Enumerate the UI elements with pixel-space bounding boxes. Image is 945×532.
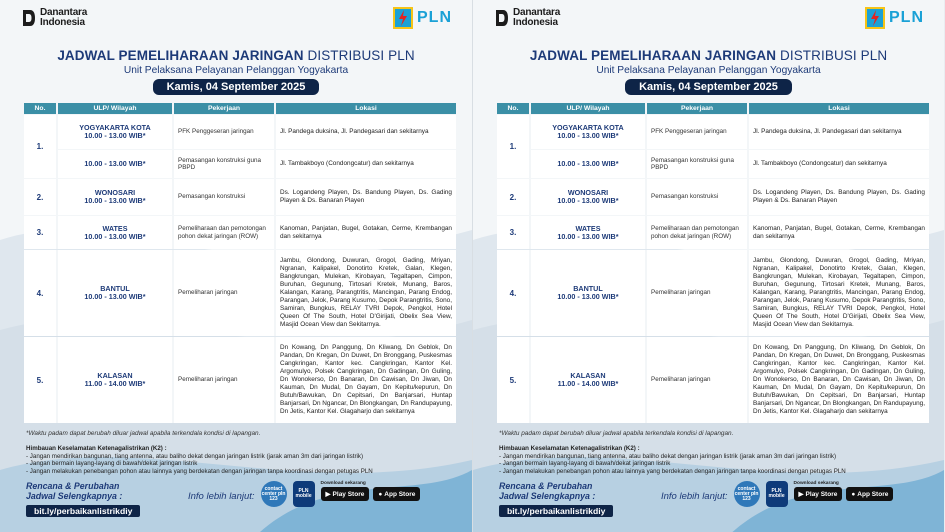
safety-heading: Himbauan Keselamatan Ketenagalistrikan (K2) :	[499, 445, 640, 452]
danantara-mark-icon	[22, 9, 36, 27]
table-row	[497, 337, 929, 423]
schedule-note: *Waktu padam dapat berubah diluar jadwal apabila terkendala kondisi di lapangan.	[499, 430, 734, 437]
header-no: No.	[24, 103, 58, 114]
row-area: KALASAN 11.00 - 14.00 WIB*	[58, 337, 174, 423]
row-location: Kanoman, Panjatan, Bugel, Gotakan, Cerme, Krembangan dan sekitarnya	[749, 216, 929, 249]
row-area: WONOSARI 10.00 - 13.00 WIB*	[58, 179, 174, 215]
pln-logo	[865, 7, 924, 29]
download-label: Download sekarang	[793, 481, 839, 486]
schedule-panel-left	[0, 0, 472, 532]
footer	[499, 481, 944, 519]
pln-logo	[393, 7, 452, 29]
safety-notice	[26, 445, 472, 475]
pln-mobile-icon[interactable]: PLN mobile	[766, 481, 788, 507]
row-location: Jl. Tambakboyo (Condongcatur) dan sekitarnya	[276, 150, 456, 178]
row-number: 4.	[497, 250, 531, 336]
row-area: WATES 10.00 - 13.00 WIB*	[58, 216, 174, 249]
play-store-button[interactable]: ▶ Play Store	[321, 487, 370, 501]
safety-item: - Jangan mendirikan bangunan, tiang antenna, atau baliho dekat dengan jaringan listrik (jarak aman 3m dari jaringan listrik)	[499, 452, 837, 460]
row-number: 3.	[497, 216, 531, 249]
page-title: JADWAL PEMELIHARAAN JARINGAN DISTRIBUSI PLN	[57, 48, 415, 63]
header-ulp: ULP/ Wilayah	[531, 103, 647, 114]
row-area: KALASAN 11.00 - 14.00 WIB*	[531, 337, 647, 423]
row-job: Pemasangan konstruksi	[647, 179, 749, 215]
header-job: Pekerjaan	[174, 103, 276, 114]
safety-item: - Jangan melakukan penebangan pohon atau lainnya yang berdekatan dengan jaringan tanpa koordinasi dengan petugas PLN	[26, 467, 373, 475]
row-job: Pemasangan konstruksi guna PBPD	[647, 150, 749, 178]
schedule-table	[24, 102, 456, 424]
play-icon: ▶	[798, 491, 804, 498]
table-row	[497, 250, 929, 336]
row-area: BANTUL 10.00 - 13.00 WIB*	[58, 250, 174, 336]
table-row	[497, 216, 929, 249]
pln-wordmark: PLN	[889, 9, 924, 26]
date-badge: Kamis, 04 September 2025	[625, 79, 792, 95]
row-area: 10.00 - 13.00 WIB*	[531, 150, 647, 178]
schedule-panel-right	[472, 0, 944, 532]
top-bar	[0, 0, 472, 36]
row-number: 3.	[24, 216, 58, 249]
app-store-button[interactable]: ● App Store	[373, 487, 420, 501]
table-row	[24, 115, 456, 149]
table-header-row	[24, 103, 456, 114]
pln-lightning-icon	[865, 7, 885, 29]
date-badge: Kamis, 04 September 2025	[153, 79, 320, 95]
row-location: Ds. Logandeng Playen, Ds. Bandung Playen, Ds. Gading Playen & Ds. Banaran Playen	[276, 179, 456, 215]
row-number: 2.	[24, 179, 58, 215]
brand-line-1: Danantara	[40, 7, 88, 18]
apple-icon: ●	[851, 490, 856, 498]
play-store-button[interactable]: ▶ Play Store	[794, 487, 843, 501]
info-label: Info lebih lanjut:	[188, 491, 255, 502]
row-job: PFK Penggeseran jaringan	[647, 115, 749, 149]
apple-icon: ●	[378, 490, 383, 498]
page-title: JADWAL PEMELIHARAAN JARINGAN DISTRIBUSI PLN	[529, 48, 888, 63]
brand-line-1: Danantara	[513, 7, 561, 18]
row-number: 5.	[24, 337, 58, 423]
row-number: 1.	[497, 115, 531, 178]
safety-item: - Jangan mendirikan bangunan, tiang antenna, atau baliho dekat dengan jaringan listrik (jarak aman 3m dari jaringan listrik)	[26, 452, 364, 460]
page-subtitle: Unit Pelaksana Pelayanan Pelanggan Yogyakarta	[123, 65, 349, 76]
header-job: Pekerjaan	[647, 103, 749, 114]
top-bar	[473, 0, 944, 36]
row-job: Pemeliharan jaringan	[647, 337, 749, 423]
download-label: Download sekarang	[320, 481, 366, 486]
row-area: YOGYAKARTA KOTA 10.00 - 13.00 WIB*	[58, 115, 174, 149]
table-row	[497, 179, 929, 215]
row-location: Jl. Pandega duksina, Jl. Pandegasari dan sekitarnya	[749, 115, 929, 149]
safety-item: - Jangan bermain layang-layang di bawah/dekat jaringan listrik	[26, 460, 198, 467]
safety-item: - Jangan melakukan penebangan pohon atau lainnya yang berdekatan dengan jaringan tanpa koordinasi dengan petugas PLN	[499, 467, 846, 475]
contact-center-icon[interactable]: contact center pln 123	[261, 481, 287, 507]
row-area: 10.00 - 13.00 WIB*	[58, 150, 174, 178]
row-area: WATES 10.00 - 13.00 WIB*	[531, 216, 647, 249]
row-area: BANTUL 10.00 - 13.00 WIB*	[531, 250, 647, 336]
table-row	[24, 337, 456, 423]
row-location: Jambu, Glondong, Duwuran, Grogol, Gading, Mriyan, Ngranan, Kalipakel, Donotirto Kretek, Galan, Klegen, Bangkrungan, Mulekan, Kirobayan, Tegaltapen, Cimpon, Buruhan, Gegunung, Tirtosari Kretek, Munang, Baros, Kalangan, Karang, Parangtritis, Mancingan, Parang Endog, Parangan, Jelok, Parang Kusumo, Depok Parangtritis, Sono, Samiran, Bungkus, RELAY TVRI Depok, Pengkol, Hotel Queen Of The South, Hotel D'Girijati, Obelix Sea View, Masjid Ocean View dan Sekitarnya.	[276, 250, 456, 336]
header-no: No.	[497, 103, 531, 114]
footer-plan-title: Rencana & Perubahan Jadwal Selengkapnya :	[26, 481, 123, 501]
pln-lightning-icon	[393, 7, 413, 29]
row-job: Pemeliharan jaringan	[174, 250, 276, 336]
info-label: Info lebih lanjut:	[661, 491, 728, 502]
row-number: 5.	[497, 337, 531, 423]
header	[0, 48, 472, 95]
row-location: Jl. Tambakboyo (Condongcatur) dan sekitarnya	[749, 150, 929, 178]
table-header-row	[497, 103, 929, 114]
danantara-logo	[495, 8, 560, 28]
header-ulp: ULP/ Wilayah	[58, 103, 174, 114]
row-location: Ds. Logandeng Playen, Ds. Bandung Playen, Ds. Gading Playen & Ds. Banaran Playen	[749, 179, 929, 215]
schedule-link[interactable]: bit.ly/perbaikanlistrikdiy	[26, 505, 140, 517]
row-job: Pemasangan konstruksi	[174, 179, 276, 215]
row-location: Dn Kowang, Dn Panggung, Dn Kliwang, Dn Geblok, Dn Pandan, Dn Kregan, Dn Duwet, Dn Bronggang, Puskesmas Cangkringan, Kantor kec. Cangkringan, Kantor Kel. Argomulyo, Polsek Cangkringan, Dn Gadingan, Dn Guling, Dn Wonokerso, Dn Banaran, Dn Cawisan, Dn Jiwan, Dn Kauman, Dn Mudal, Dn Gayam, Dn Kepitu/kepurun, Dn Butuh/Bawukan, Dn Cepitsari, Dn Banjarsari, Huntap Banjarsari, Dn Ngancar, Dn Blongkangan, Dn Randupayung, Dn Jetis, Kantor Kel. Glagaharjo dan sekitarnya	[749, 337, 929, 423]
row-job: Pemeliharaan dan pemotongan pohon dekat jaringan (ROW)	[174, 216, 276, 249]
row-job: Pemasangan konstruksi guna PBPD	[174, 150, 276, 178]
pln-mobile-icon[interactable]: PLN mobile	[293, 481, 315, 507]
app-store-button[interactable]: ● App Store	[846, 487, 893, 501]
schedule-table	[497, 102, 929, 424]
row-number: 4.	[24, 250, 58, 336]
footer-plan-title: Rencana & Perubahan Jadwal Selengkapnya :	[499, 481, 596, 501]
table-row	[24, 216, 456, 249]
row-area: WONOSARI 10.00 - 13.00 WIB*	[531, 179, 647, 215]
row-number: 1.	[24, 115, 58, 178]
row-job: Pemeliharan jaringan	[647, 250, 749, 336]
danantara-mark-icon	[495, 9, 509, 27]
danantara-logo	[22, 8, 87, 28]
header-location: Lokasi	[749, 103, 929, 114]
safety-heading: Himbauan Keselamatan Ketenagalistrikan (K2) :	[26, 445, 167, 452]
brand-line-2: Indonesia	[40, 17, 85, 28]
safety-notice	[499, 445, 944, 475]
schedule-note: *Waktu padam dapat berubah diluar jadwal apabila terkendala kondisi di lapangan.	[26, 430, 261, 437]
table-row	[497, 150, 929, 178]
contact-center-icon[interactable]: contact center pln 123	[734, 481, 760, 507]
footer	[26, 481, 472, 519]
table-row	[24, 250, 456, 336]
brand-line-2: Indonesia	[513, 17, 558, 28]
safety-item: - Jangan bermain layang-layang di bawah/dekat jaringan listrik	[499, 460, 671, 467]
row-job: PFK Penggeseran jaringan	[174, 115, 276, 149]
row-location: Jambu, Glondong, Duwuran, Grogol, Gading, Mriyan, Ngranan, Kalipakel, Donotirto Kretek, Galan, Klegen, Bangkrungan, Mulekan, Kirobayan, Tegaltapen, Cimpon, Buruhan, Gegunung, Tirtosari Kretek, Munang, Baros, Kalangan, Karang, Parangtritis, Mancingan, Parang Endog, Parangan, Jelok, Parang Kusumo, Depok Parangtritis, Sono, Samiran, Bungkus, RELAY TVRI Depok, Pengkol, Hotel Queen Of The South, Hotel D'Girijati, Obelix Sea View, Masjid Ocean View dan Sekitarnya.	[749, 250, 929, 336]
schedule-link[interactable]: bit.ly/perbaikanlistrikdiy	[499, 505, 613, 517]
table-row	[497, 115, 929, 149]
row-location: Kanoman, Panjatan, Bugel, Gotakan, Cerme, Krembangan dan sekitarnya	[276, 216, 456, 249]
play-icon: ▶	[325, 491, 331, 498]
pln-wordmark: PLN	[417, 9, 452, 26]
row-job: Pemeliharan jaringan	[174, 337, 276, 423]
header	[473, 48, 944, 95]
table-row	[24, 150, 456, 178]
page-subtitle: Unit Pelaksana Pelayanan Pelanggan Yogyakarta	[596, 65, 821, 76]
row-area: YOGYAKARTA KOTA 10.00 - 13.00 WIB*	[531, 115, 647, 149]
header-location: Lokasi	[276, 103, 456, 114]
row-location: Jl. Pandega duksina, Jl. Pandegasari dan sekitarnya	[276, 115, 456, 149]
table-row	[24, 179, 456, 215]
row-job: Pemeliharaan dan pemotongan pohon dekat jaringan (ROW)	[647, 216, 749, 249]
row-location: Dn Kowang, Dn Panggung, Dn Kliwang, Dn Geblok, Dn Pandan, Dn Kregan, Dn Duwet, Dn Bronggang, Puskesmas Cangkringan, Kantor kec. Cangkringan, Kantor Kel. Argomulyo, Polsek Cangkringan, Dn Gadingan, Dn Guling, Dn Wonokerso, Dn Banaran, Dn Cawisan, Dn Jiwan, Dn Kauman, Dn Mudal, Dn Gayam, Dn Kepitu/kepurun, Dn Butuh/Bawukan, Dn Cepitsari, Dn Banjarsari, Huntap Banjarsari, Dn Ngancar, Dn Blongkangan, Dn Randupayung, Dn Jetis, Kantor Kel. Glagaharjo dan sekitarnya	[276, 337, 456, 423]
row-number: 2.	[497, 179, 531, 215]
